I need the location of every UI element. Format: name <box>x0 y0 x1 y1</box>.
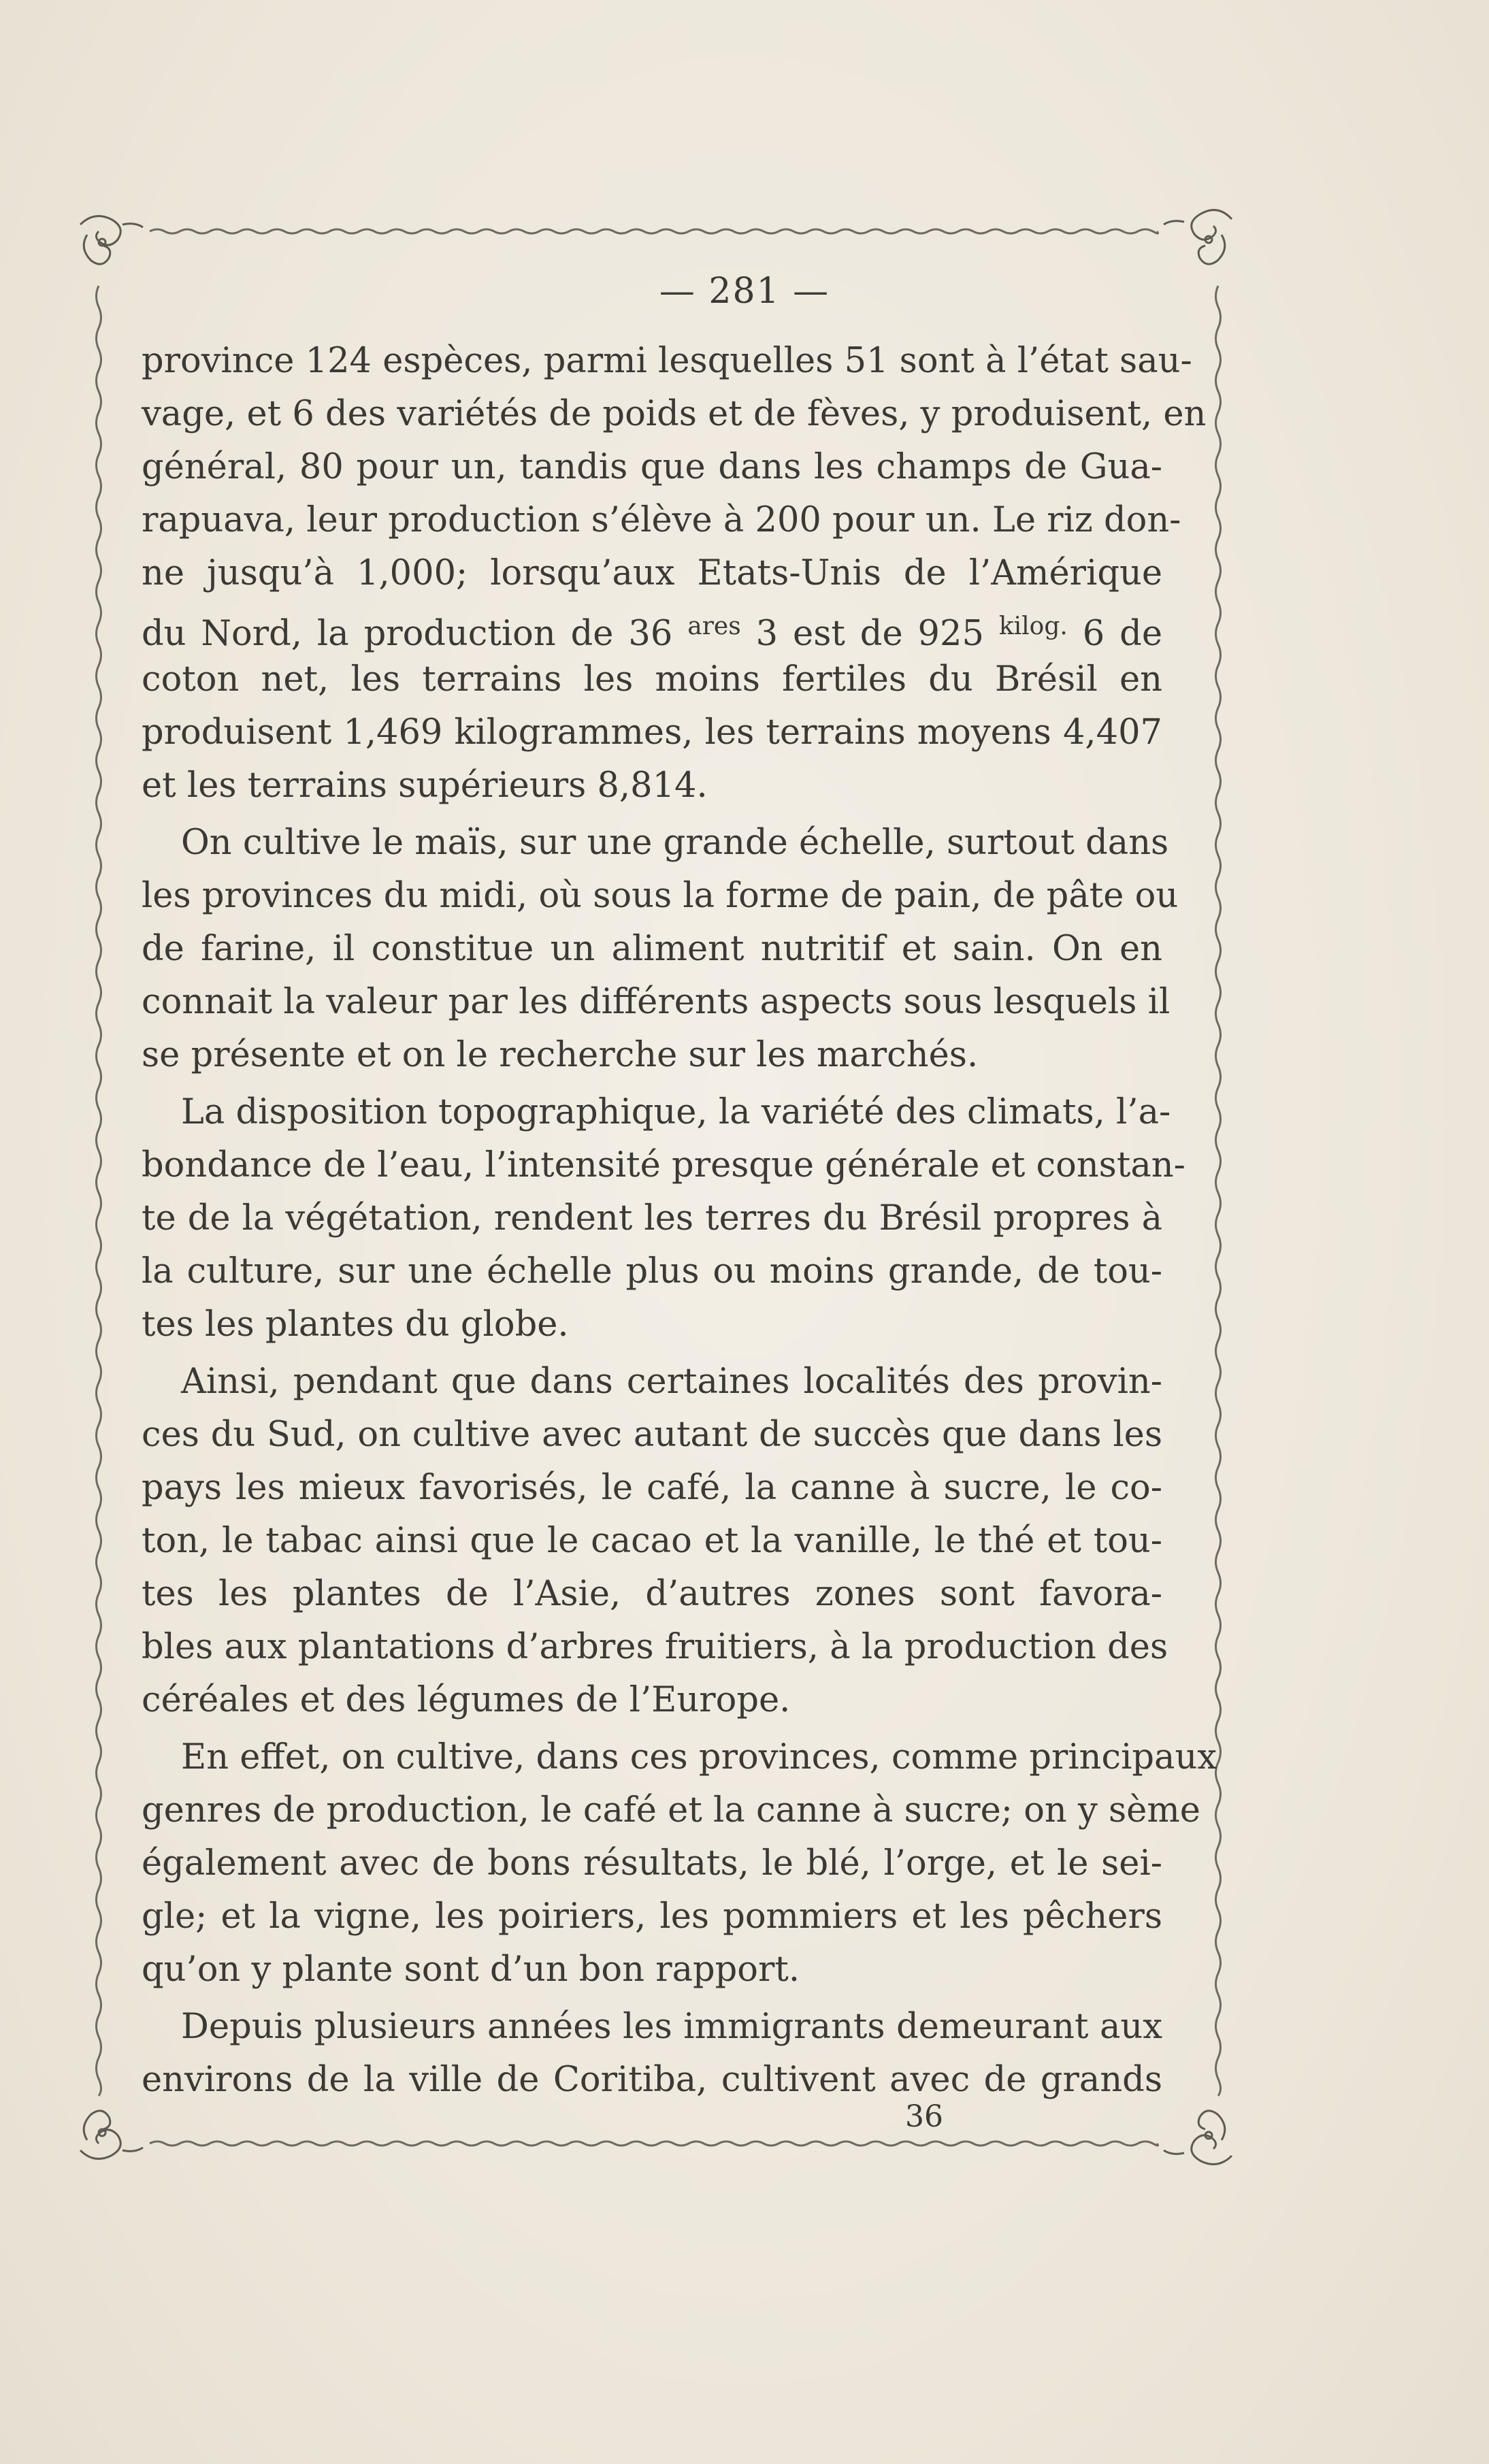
unit-ares: ares <box>687 612 741 640</box>
text-line: province 124 espèces, parmi lesquelles 51 sont à l’état sau- <box>142 341 1192 381</box>
text-line: te de la végétation, rendent les terres du Brésil propres à <box>142 1198 1162 1238</box>
right-wavy-rule <box>1216 286 1221 2096</box>
text-line: connait la valeur par les différents aspects sous lesquels il <box>142 982 1171 1022</box>
text-line: Depuis plusieurs années les immigrants demeurant aux <box>181 2007 1162 2047</box>
text-line: ton, le tabac ainsi que le cacao et la vanille, le thé et tou- <box>142 1521 1162 1561</box>
body-text <box>142 335 1217 2107</box>
text-line: la culture, sur une échelle plus ou moins grande, de tou- <box>142 1251 1162 1292</box>
top-wavy-rule <box>150 229 1158 233</box>
text-line: et les terrains supérieurs 8,814. <box>142 766 708 806</box>
paragraph-1 <box>142 335 1207 812</box>
text-line: de farine, il constitue un aliment nutritif et sain. On en <box>142 929 1162 969</box>
paragraph-3 <box>142 1086 1185 1351</box>
text-segment: 6 de <box>1067 614 1163 654</box>
text-line: Ainsi, pendant que dans certaines localités des provin- <box>181 1362 1162 1402</box>
text-segment: du Nord, la production de 36 <box>142 614 688 654</box>
corner-ornament-bottom-right-icon <box>1164 2111 1232 2165</box>
text-line: En effet, on cultive, dans ces provinces, comme principaux <box>181 1737 1217 1777</box>
text-line: environs de la ville de Coritiba, cultivent avec de grands <box>142 2060 1162 2100</box>
corner-ornament-top-right-icon <box>1164 210 1232 265</box>
text-line: les provinces du midi, où sous la forme de pain, de pâte ou <box>142 876 1179 916</box>
text-line: se présente et on le recherche sur les marchés. <box>142 1035 979 1075</box>
text-segment: 3 est de 925 <box>740 614 999 654</box>
corner-ornament-bottom-left-icon <box>80 2111 143 2159</box>
text-line: également avec de bons résultats, le blé, l’orge, et le sei- <box>142 1843 1162 1884</box>
text-line: céréales et des légumes de l’Europe. <box>142 1680 791 1720</box>
text-line: tes les plantes du globe. <box>142 1304 569 1345</box>
bottom-wavy-rule <box>150 2141 1158 2146</box>
text-line: général, 80 pour un, tandis que dans les champs de Gua- <box>142 447 1162 487</box>
text-line: bondance de l’eau, l’intensité presque générale et constan- <box>142 1145 1185 1185</box>
unit-kilog: kilog. <box>998 612 1068 640</box>
text-line: vage, et 6 des variétés de poids et de fèves, y produisent, en <box>142 394 1207 434</box>
text-line: coton net, les terrains les moins fertiles du Brésil en <box>142 659 1162 700</box>
signature-mark: 36 <box>905 2099 943 2134</box>
text-line-with-units <box>142 600 1162 653</box>
paragraph-4 <box>142 1356 1168 1727</box>
corner-ornament-top-left-icon <box>80 216 143 265</box>
text-line: La disposition topographique, la variété des climats, l’a- <box>181 1092 1171 1132</box>
text-line: gle; et la vigne, les poiriers, les pommiers et les pêchers <box>142 1896 1162 1937</box>
text-line: rapuava, leur production s’élève à 200 pour un. Le riz don- <box>142 500 1181 540</box>
left-wavy-rule <box>97 286 101 2096</box>
text-line: On cultive le maïs, sur une grande échelle, surtout dans <box>181 823 1169 863</box>
paragraph-5 <box>142 1731 1217 1997</box>
text-line: qu’on y plante sont d’un bon rapport. <box>142 1950 800 1990</box>
text-line: pays les mieux favorisés, le café, la canne à sucre, le co- <box>142 1468 1162 1508</box>
text-line: ne jusqu’à 1,000; lorsqu’aux Etats-Unis de l’Amérique <box>142 553 1162 593</box>
text-line: bles aux plantations d’arbres fruitiers, à la production des <box>142 1627 1168 1667</box>
text-line: produisent 1,469 kilogrammes, les terrains moyens 4,407 <box>142 712 1162 753</box>
text-line: tes les plantes de l’Asie, d’autres zones sont favora- <box>142 1574 1162 1614</box>
paragraph-2 <box>142 817 1179 1082</box>
page-number: — 281 — <box>659 271 830 312</box>
text-line: genres de production, le café et la canne à sucre; on y sème <box>142 1790 1200 1830</box>
paragraph-6 <box>142 2001 1162 2107</box>
text-line: ces du Sud, on cultive avec autant de succès que dans les <box>142 1415 1162 1455</box>
